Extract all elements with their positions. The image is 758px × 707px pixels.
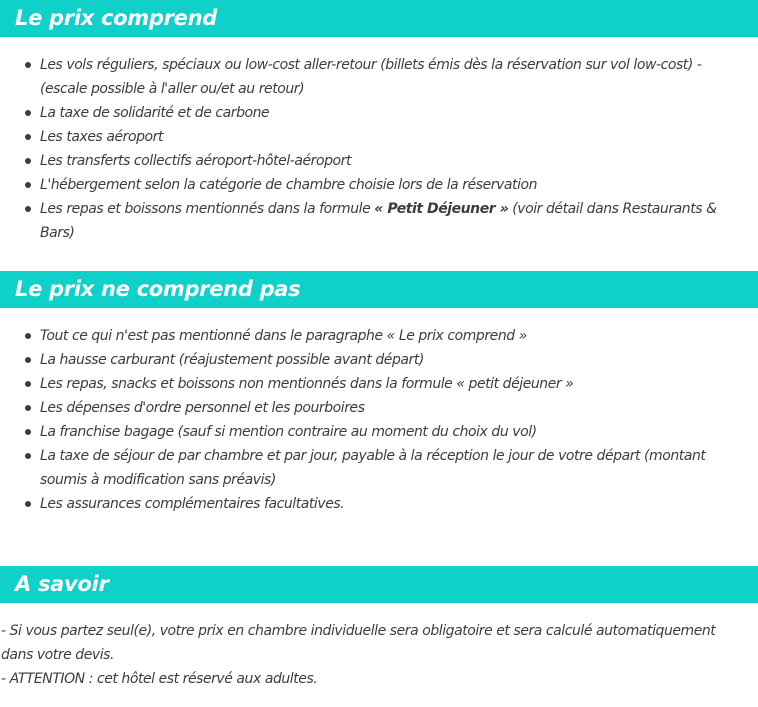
bullet-icon bbox=[25, 381, 31, 387]
list-item: Les assurances complémentaires facultatives. bbox=[0, 492, 758, 516]
bullet-icon bbox=[25, 206, 31, 212]
meal-formula: « Petit Déjeuner » bbox=[374, 201, 509, 217]
bullet-icon bbox=[25, 405, 31, 411]
list-item: La franchise bagage (sauf si mention contraire au moment du choix du vol) bbox=[0, 420, 758, 444]
section-title-included: Le prix comprend bbox=[0, 0, 758, 37]
bullet-icon bbox=[25, 62, 31, 68]
list-item: Les dépenses d'ordre personnel et les pourboires bbox=[0, 396, 758, 420]
bullet-icon bbox=[25, 501, 31, 507]
bullet-icon bbox=[25, 182, 31, 188]
list-item: Les repas, snacks et boissons non mentionnés dans la formule « petit déjeuner » bbox=[0, 372, 758, 396]
list-item-meals: Les repas et boissons mentionnés dans la formule « Petit Déjeuner » (voir détail dans Restaurants & Bars) bbox=[0, 197, 758, 245]
bullet-icon bbox=[25, 134, 31, 140]
list-item: La hausse carburant (réajustement possible avant départ) bbox=[0, 348, 758, 372]
section-title-excluded: Le prix ne comprend pas bbox=[0, 271, 758, 308]
list-item: La taxe de solidarité et de carbone bbox=[0, 101, 758, 125]
included-list bbox=[0, 53, 758, 245]
list-item: Les taxes aéroport bbox=[0, 125, 758, 149]
bullet-icon bbox=[25, 453, 31, 459]
bullet-icon bbox=[25, 357, 31, 363]
list-item: Tout ce qui n'est pas mentionné dans le paragraphe « Le prix comprend » bbox=[0, 324, 758, 348]
bullet-icon bbox=[25, 429, 31, 435]
list-item: Les transferts collectifs aéroport-hôtel-aéroport bbox=[0, 149, 758, 173]
bullet-icon bbox=[25, 333, 31, 339]
excluded-list bbox=[0, 324, 758, 516]
section-title-info: A savoir bbox=[0, 566, 758, 603]
note-adults-only: - ATTENTION : cet hôtel est réservé aux adultes. bbox=[1, 671, 318, 687]
note-single-room: - Si vous partez seul(e), votre prix en chambre individuelle sera obligatoire et sera calculé automatiquement dans votre devis. bbox=[1, 623, 716, 663]
list-item: Les vols réguliers, spéciaux ou low-cost aller-retour (billets émis dès la réservation sur vol low-cost) - (escale possible à l'aller ou/et au retour) bbox=[0, 53, 758, 101]
bullet-icon bbox=[25, 158, 31, 164]
list-item: La taxe de séjour de par chambre et par jour, payable à la réception le jour de votre départ (montant soumis à modification sans préavis) bbox=[0, 444, 758, 492]
bullet-icon bbox=[25, 110, 31, 116]
info-notes bbox=[0, 619, 758, 691]
list-item: L'hébergement selon la catégorie de chambre choisie lors de la réservation bbox=[0, 173, 758, 197]
